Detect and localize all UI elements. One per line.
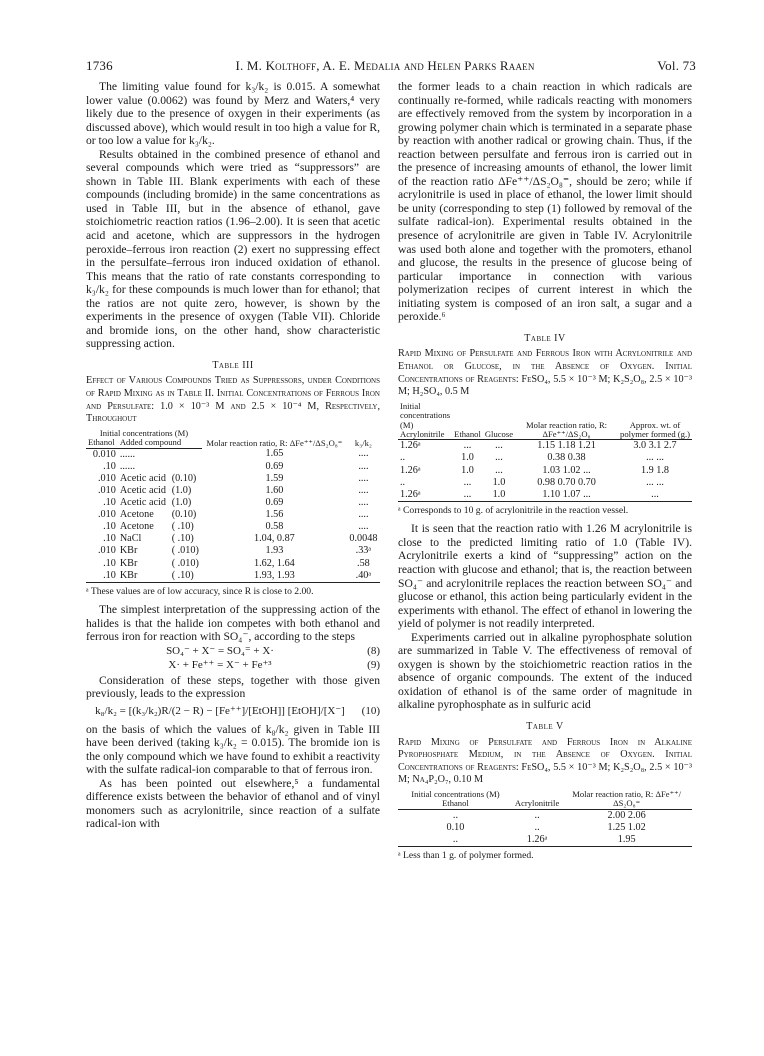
table-cell [170, 448, 202, 461]
table-cell: 0.010 [92, 448, 116, 460]
left-column [86, 80, 380, 831]
table-cell: .... [358, 521, 369, 533]
volume-label: Vol. 73 [657, 58, 696, 73]
table-cell: 0.38 0.38 [547, 452, 586, 464]
table-cell: ( .10) [171, 533, 194, 545]
table-cell: ... [495, 464, 503, 476]
table-cell: .. [398, 834, 513, 847]
table-header: Acrylonitrile [513, 790, 561, 809]
paragraph: Consideration of these steps, together with those given previously, leads to the expression [86, 673, 380, 701]
table-cell: 0.69 [265, 460, 284, 472]
table-cell: 1.93, 1.93 [202, 570, 347, 583]
table-cell: 1.03 1.02 ... [542, 464, 591, 476]
table-cell: .10 [86, 570, 118, 583]
paragraph: The limiting value found for k₃/k₂ is 0.015. A somewhat lower value (0.0062) was found by Merz and Waters,⁴ very likely due to the presence of oxygen in their experiments (as discussed above), which would result in too high a value for R, or too low a value for k₃/k₂. [86, 80, 380, 148]
table-cell: ... [618, 489, 692, 502]
table-cell: 1.0 [492, 476, 506, 488]
table-cell: (0.10) [171, 509, 197, 521]
table-cell: .. [400, 476, 406, 488]
table-title: Rapid Mixing of Persulfate and Ferrous Iron in Alkaline Pyrophosphate Medium, in the Absence of Oxygen. Initial Concentrations of Reagents: FeSO₄, 5.5 × 10⁻³ M; K₂S₂O₈, 2.5 × 10⁻³ M; Na₄P₂O₇, 0.10 M [398, 736, 692, 786]
table-cell: .... [358, 448, 369, 460]
running-head [86, 58, 696, 74]
table-header: Molar reaction ratio, R: ΔFe⁺⁺/ΔS₂O₈⁼ [561, 790, 692, 809]
table-row [398, 452, 692, 464]
table-caption: Table III [212, 359, 254, 371]
table-row [398, 809, 692, 822]
equation-body: X· + Fe⁺⁺ = X⁻ + Fe⁺³ [168, 659, 272, 672]
table-title: Rapid Mixing of Persulfate and Ferrous Iron with Acrylonitrile and Ethanol or Glucose, in the Absence of Oxygen. Initial Concentrations of Reagents: FeSO₄, 5.5 × 10⁻³ M; K₂S₂O₈, 2.5 × 10⁻³ M; H₂SO₄, 0.5 M [398, 348, 692, 398]
table-3 [86, 429, 380, 583]
table-cell: ...... [119, 460, 136, 472]
table-cell: .40ᵃ [347, 570, 380, 583]
equation-body: k₈/k₂ = [(k₃/k₂)R/(2 − R) − [Fe⁺⁺]/[EtOH]] [EtOH]/[X⁻] [95, 705, 345, 718]
table-header: Molar reaction ratio, R: ΔFe⁺⁺/ΔS₂O₈⁼ [206, 437, 343, 448]
table-cell: 3.0 3.1 2.7 [633, 440, 677, 452]
table-cell: 1.9 1.8 [640, 464, 669, 476]
table-cell: 1.26ᵃ [400, 440, 421, 452]
author-line: I. M. Kolthoff, A. E. Medalia and Helen Parks Raaen [235, 58, 535, 73]
equation-10 [86, 705, 380, 719]
table-row [86, 497, 380, 509]
table-header: Initial concentrations (M) Ethanol [398, 790, 513, 809]
table-5 [398, 790, 692, 847]
table-cell: .10 [103, 460, 116, 472]
table-cell: .10 [103, 521, 116, 533]
table-cell: 1.25 1.02 [607, 821, 646, 833]
table-cell: Acetic acid [119, 497, 166, 509]
table-cell: .10 [103, 497, 116, 509]
table-cell: .. [400, 452, 406, 464]
table-cell: .... [358, 497, 369, 509]
table-cell: KBr [118, 570, 170, 583]
paragraph: on the basis of which the values of k₈/k₂ given in Table III have been derived (taking k₃/k₂ = 0.015). The bromide ion is the only compound which we have found to exhibit a reactivity with the sulfate radical-ion comparable to that of ferrous iron. [86, 722, 380, 777]
table-header: Initial concentrations (M) Acrylonitrile [400, 400, 451, 439]
table-cell: Acetic acid [119, 484, 166, 496]
table-cell: 1.0 [461, 464, 474, 476]
table-cell: 1.95 [561, 834, 692, 847]
equation-8 [86, 645, 380, 659]
table-cell: 1.65 [265, 448, 284, 460]
table-cell: KBr [119, 545, 138, 557]
paragraph: Experiments carried out in alkaline pyrophosphate solution are summarized in Table V. The effectiveness of removal of oxygen is shown by the stoichiometric reaction ratios in the absence of organic compounds. The extent of the induced oxidation of ethanol is of the same order of magnitude in alkaline pyrophosphate as in sulfuric acid [398, 630, 692, 712]
table-cell: 1.0 [483, 489, 515, 502]
table-row [398, 440, 692, 453]
table-header: Ethanol [86, 438, 118, 448]
table-cell: .010 [97, 545, 116, 557]
table-cell: .. [534, 809, 540, 821]
table-cell: 1.56 [265, 509, 284, 521]
equation-number: (8) [367, 644, 380, 657]
table-cell: ... ... [646, 476, 664, 488]
table-cell: Acetic acid [119, 472, 166, 484]
table-row [86, 473, 380, 485]
table-footnote: ᵃ Corresponds to 10 g. of acrylonitrile in the reaction vessel. [398, 504, 629, 516]
table-cell: (1.0) [171, 484, 192, 496]
table-cell: 0.69 [265, 497, 284, 509]
table-cell: .010 [97, 472, 116, 484]
table-cell: 0.10 [446, 821, 465, 833]
table-cell: .. [452, 809, 458, 821]
table-cell: ... [463, 476, 472, 488]
table-row [398, 465, 692, 477]
table-row [86, 533, 380, 545]
paragraph: Results obtained in the combined presence of ethanol and several compounds which were tried as “suppressors” are shown in Table III. Blank experiments with each of these compounds (including bromide) in the same concentrations as used in Table III, but in the absence of ethanol, gave stoichiometric reaction ratios (1.96–2.00). It is seen that acetic acid and acetone, which are suppressors in the hydrogen peroxide–ferrous iron reaction (2) exert no suppressing effect in the persulfate–ferrous iron induced oxidation of ethanol. This means that the ratio of rate constants corresponding to k₃/k₂ for these compounds is much lower than for ethanol; that the ratios are not quite zero, however, is shown by the experiments in the presence of oxygen (Table VII). Chloride and bromide ions, on the other hand, show characteristic suppressing action. [86, 147, 380, 351]
table-footnote: ᵃ Less than 1 g. of polymer formed. [398, 850, 534, 862]
table-caption: Table IV [524, 332, 566, 344]
table-row [398, 489, 692, 502]
table-cell: (0.10) [171, 472, 197, 484]
table-cell: 2.00 2.06 [607, 809, 646, 821]
equation-9 [86, 659, 380, 673]
table-cell: 1.10 1.07 ... [515, 489, 618, 502]
table-row [86, 558, 380, 570]
paragraph: It is seen that the reaction ratio with 1.26 M acrylonitrile is close to the predicted limiting ratio of 1.0 (Table IV). Acrylonitrile exerts a kind of “suppressing” action on the reaction with glucose and ethanol; that is, the reaction between SO₄⁻ and acrylonitrile replaces the reaction between SO₄⁻ and glucose or ethanol, this action being particularly evident in the experiments with ethanol. The effect of ethanol in lowering the yield of polymer is not readily interpreted. [398, 522, 692, 631]
table-header: Approx. wt. of polymer formed (g.) [618, 402, 692, 440]
table-cell: .010 [97, 484, 116, 496]
table-cell: ( .010) [171, 557, 199, 569]
table-cell: 1.04, 0.87 [254, 533, 295, 545]
table-cell: NaCl [119, 533, 142, 545]
table-cell: 1.62, 1.64 [254, 557, 295, 569]
table-cell: .... [358, 509, 369, 521]
table-cell: ...... [119, 448, 136, 460]
table-cell: .58 [357, 557, 370, 569]
table-cell: .... [358, 472, 369, 484]
paragraph: the former leads to a chain reaction in which radicals are continually re-formed, while radicals reacting with monomers are effectively removed from the system by incorporation in a growing polymer chain which is terminated in a separate phase by reaction with another radical or growing chain. Thus, if the reaction between persulfate and ferrous iron is carried out in the presence of increasing amounts of ethanol, the lower limit of the reaction ratio ΔFe⁺⁺/ΔS₂O₈⁼, should be zero; while if acrylonitrile is used in place of ethanol, the lower limit should be unity (corresponding to step (1) followed by removal of the sulfate radical-ion). Experimental results obtained in the presence of acrylonitrile are given in Table IV. Acrylonitrile was used both alone and together with the promoters, ethanol and glucose, the results in the presence of glucose being of particular importance in connection with various polymerization recipes of current interest in which the initiating system is composed of an iron salt, a sugar and a peroxide.⁶ [398, 80, 692, 324]
table-cell: .33ᵃ [355, 545, 372, 557]
table-row [86, 521, 380, 533]
table-cell: .010 [97, 509, 116, 521]
table-cell: ... ... [646, 452, 664, 464]
table-cell: Acetone [119, 509, 154, 521]
table-cell: 1.26ᵃ [513, 834, 561, 847]
table-cell: .. [534, 821, 540, 833]
table-title: Effect of Various Compounds Tried as Suppressors, under Conditions of Rapid Mixing as in Table II. Initial Concentrations of Ferrous Iron and Persulfate: 1.0 × 10⁻³ M and 2.5 × 10⁻⁴ M, Respectively, Throughout [86, 375, 380, 425]
table-4 [398, 402, 692, 502]
table-header: k₃/k₂ [354, 437, 372, 448]
table-header: Molar reaction ratio, R: ΔFe⁺⁺/ΔS₂O₈ [515, 402, 618, 440]
table-cell: 0.0048 [349, 533, 378, 545]
table-cell: 1.26ᵃ [400, 464, 421, 476]
table-cell: .10 [103, 533, 116, 545]
table-cell: ( .010) [171, 545, 199, 557]
table-cell: ... [495, 440, 503, 452]
table-footnote: ᵃ These values are of low accuracy, since R is close to 2.00. [86, 585, 314, 597]
table-group-header: Initial concentrations (M) [99, 427, 189, 438]
table-cell: ( .10) [170, 570, 202, 583]
table-row [86, 448, 380, 461]
table-header: Added compound [118, 438, 202, 448]
table-cell: ... [495, 452, 503, 464]
right-column [398, 80, 692, 868]
table-caption: Table V [526, 721, 564, 733]
table-cell: 1.15 1.18 1.21 [537, 440, 596, 452]
table-cell: 1.0 [461, 452, 474, 464]
table-cell: ... [452, 489, 483, 502]
table-header: Glucose [483, 402, 515, 440]
equation-body: SO₄⁻ + X⁻ = SO₄⁼ + X· [166, 644, 274, 657]
table-header: Ethanol [452, 402, 483, 440]
paragraph: As has been pointed out elsewhere,⁵ a fundamental difference exists between the behavior of ethanol and of vinyl monomers such as acrylonitrile, since reaction of a sulfate radical-ion with [86, 776, 380, 831]
table-row [86, 570, 380, 583]
table-cell: 1.93 [265, 545, 284, 557]
table-row [86, 545, 380, 557]
table-cell: .... [358, 484, 369, 496]
table-row [86, 461, 380, 473]
table-cell: .... [358, 460, 369, 472]
table-cell: .10 [103, 557, 116, 569]
table-row [86, 509, 380, 521]
table-cell: 0.98 0.70 0.70 [537, 476, 596, 488]
table-cell [170, 461, 202, 473]
table-cell: 0.58 [265, 521, 284, 533]
table-cell: 1.60 [265, 484, 284, 496]
table-cell: (1.0) [171, 497, 192, 509]
table-row [398, 477, 692, 489]
equation-number: (10) [361, 705, 380, 718]
table-cell: Acetone [119, 521, 154, 533]
table-cell: ... [463, 440, 472, 452]
table-row [86, 485, 380, 497]
table-cell: ( .10) [171, 521, 194, 533]
table-cell: 1.59 [265, 472, 284, 484]
table-cell: KBr [119, 557, 138, 569]
equation-number: (9) [367, 659, 380, 672]
table-row [398, 822, 692, 834]
table-row [398, 834, 692, 847]
table-cell: 1.26ᵃ [398, 489, 452, 502]
page-number: 1736 [86, 58, 113, 73]
paragraph: The simplest interpretation of the suppressing action of the halides is that the halide ion competes with both ethanol and ferrous iron for reaction with SO₄⁻, according to the steps [86, 603, 380, 644]
